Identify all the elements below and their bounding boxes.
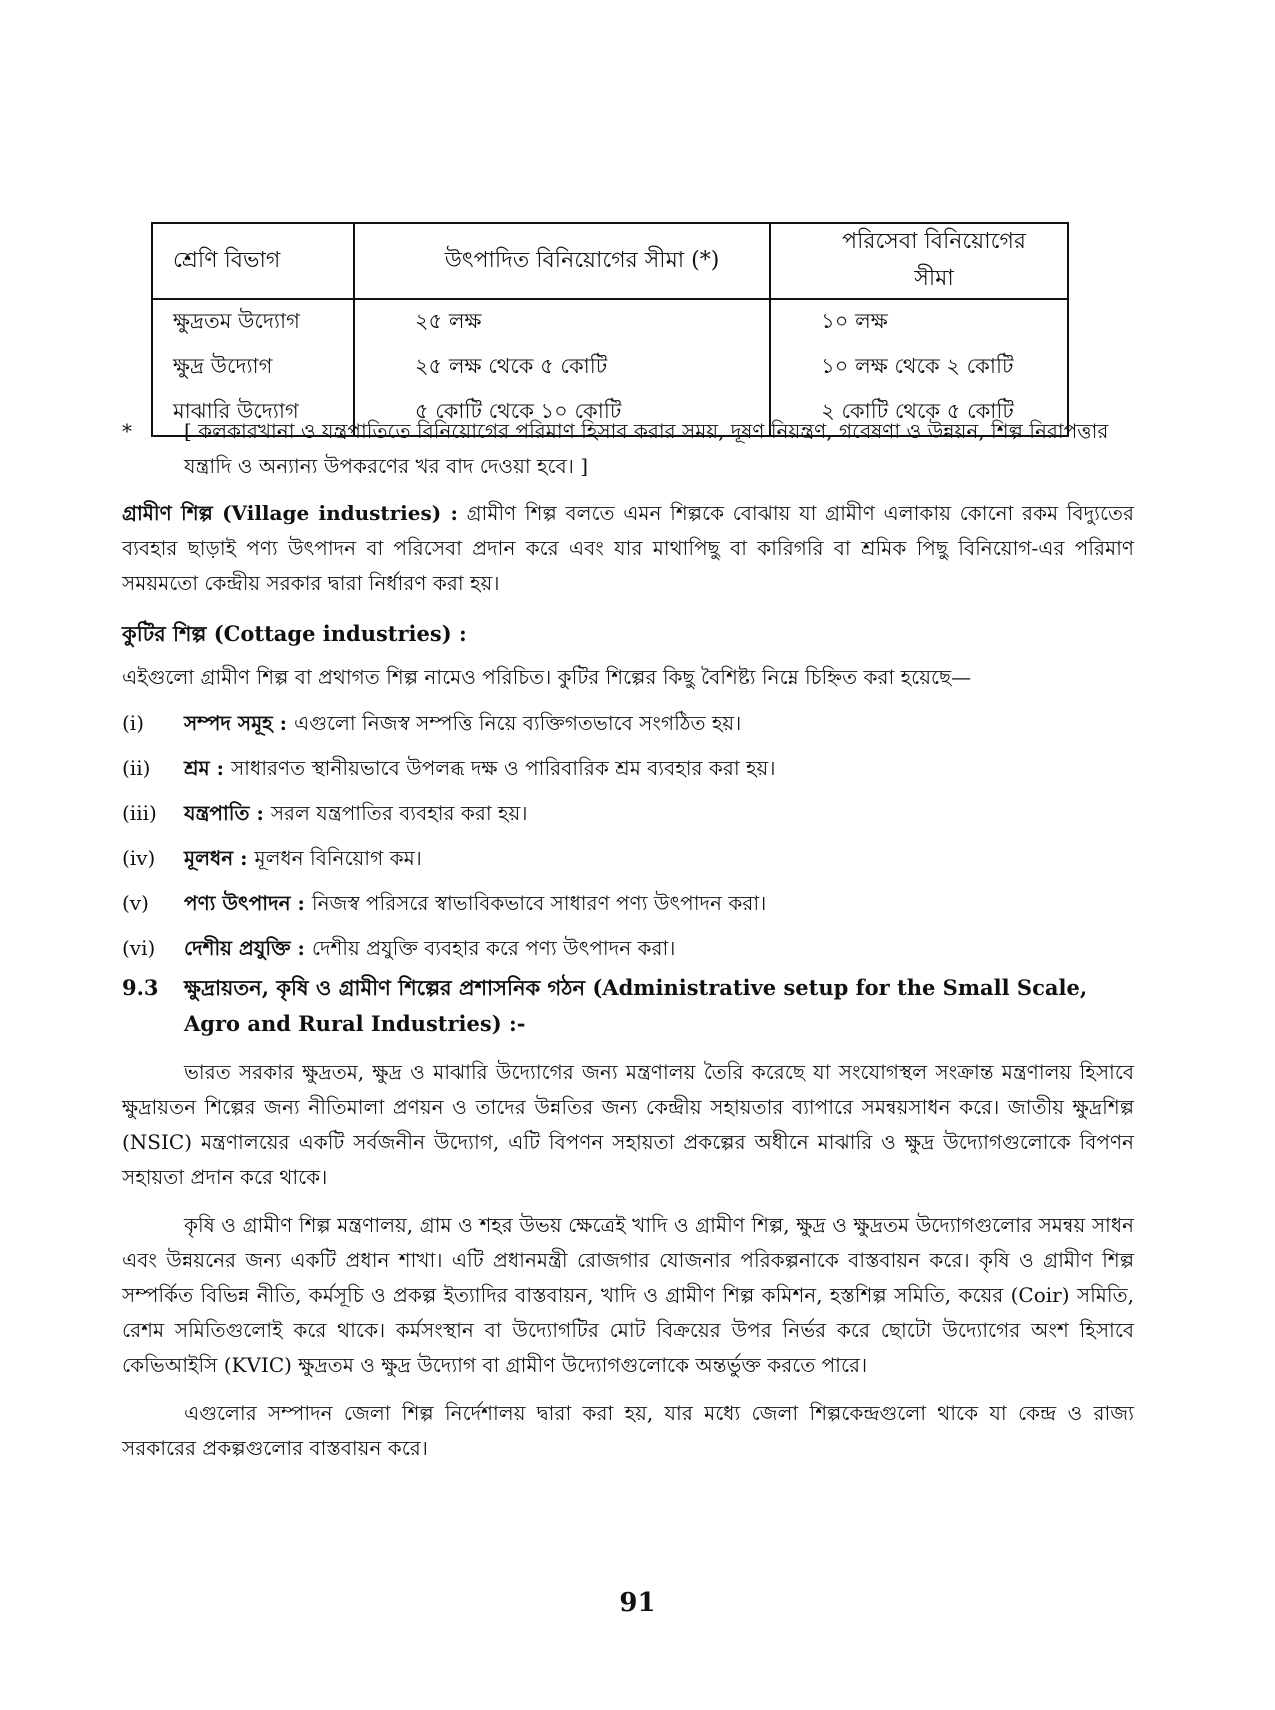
table-cell: ১০ লক্ষ থেকে ২ কোটি (770, 345, 1068, 390)
table-cell: ২ কোটি থেকে ৫ কোটি (770, 390, 1068, 436)
list-item-term: মূলধন (184, 846, 234, 870)
village-industries-paragraph (122, 496, 1134, 601)
list-item-number: (ii) (122, 756, 151, 780)
table-cell: ১০ লক্ষ (770, 299, 1068, 345)
table-row (152, 299, 1068, 345)
list-item-number: (iii) (122, 801, 157, 825)
table-cell: মাঝারি উদ্যোগ (152, 390, 354, 436)
table-header-manufacturing: উৎপাদিত বিনিয়োগের সীমা (*) (354, 223, 770, 299)
table-cell: ২৫ লক্ষ থেকে ৫ কোটি (354, 345, 770, 390)
paragraph-district-industries: এগুলোর সম্পাদন জেলা শিল্প নির্দেশালয় দ্বারা করা হয়, যার মধ্যে জেলা শিল্পকেন্দ্রগুলো থাকে যা কেন্দ্র ও রাজ্য সরকারের প্রকল্পগুলোর বাস্তবায়ন করে। (122, 1401, 1134, 1460)
paragraph-agro-rural-ministry: কৃষি ও গ্রামীণ শিল্প মন্ত্রণালয়, গ্রাম ও শহর উভয় ক্ষেত্রেই খাদি ও গ্রামীণ শিল্প, ক্ষুদ্র ও ক্ষুদ্রতম উদ্যোগগুলোর সমন্বয় সাধন এবং উন্নয়নের জন্য একটি প্রধান শাখা। এটি প্রধানমন্ত্রী রোজগার যোজনার পরিকল্পনাকে বাস্তবায়ন করে। কৃষি ও গ্রামীণ শিল্প সম্পর্কিত বিভিন্ন নীতি, কর্মসূচি ও প্রকল্প ইত্যাদির বাস্তবায়ন, খাদি ও গ্রামীণ শিল্প কমিশন, হস্তশিল্প সমিতি, কয়ের (Coir) সমিতি, রেশম সমিতিগুলোই করে থাকে। কর্মসংস্থান বা উদ্যোগটির মোট বিক্রয়ের উপর নির্ভর করে ছোটো উদ্যোগের অংশ হিসাবে কেভিআইসি (KVIC) ক্ষুদ্রতম ও ক্ষুদ্র উদ্যোগ বা গ্রামীণ উদ্যোগগুলোকে অন্তর্ভুক্ত করতে পারে। (122, 1213, 1134, 1377)
list-item-number: (iv) (122, 846, 156, 870)
list-item-number: (vi) (122, 936, 156, 960)
footnote-marker: * (122, 419, 132, 443)
list-item-term: সম্পদ সমূহ (184, 711, 273, 735)
list-item-term: শ্রম (184, 756, 210, 780)
cottage-industries-intro: এইগুলো গ্রামীণ শিল্প বা প্রথাগত শিল্প নামেও পরিচিত। কুটির শিল্পের কিছু বৈশিষ্ট্য নিম্নে চিহ্নিত করা হয়েছে— (122, 665, 972, 689)
list-item-separator: : (249, 801, 271, 825)
section-title: ক্ষুদ্রায়তন, কৃষি ও গ্রামীণ শিল্পের প্রশাসনিক গঠন (Administrative setup for the Small Scale, Agro and Rural Industries) :- (184, 975, 1088, 1036)
list-item-separator: : (272, 711, 294, 735)
footnote-text: [ কলকারখানা ও যন্ত্রপাতিতে বিনিয়োগের পরিমাণ হিসাব করার সময়, দূষণ নিয়ন্ত্রণ, গবেষণা ও উন্নয়ন, শিল্প নিরাপত্তার যন্ত্রাদি ও অন্যান্য উপকরণের খর বাদ দেওয়া হবে। ] (184, 419, 1109, 478)
list-item-text: সাধারণত স্থানীয়ভাবে উপলব্ধ দক্ষ ও পারিবারিক শ্রম ব্যবহার করা হয়। (230, 756, 776, 780)
list-item-separator: : (290, 936, 312, 960)
list-item-separator: : (233, 846, 255, 870)
table-cell: ক্ষুদ্র উদ্যোগ (152, 345, 354, 390)
table-header-row (152, 223, 1068, 299)
list-item-text: এগুলো নিজস্ব সম্পত্তি নিয়ে ব্যক্তিগতভাবে সংগঠিত হয়। (294, 711, 742, 735)
table-header-category: শ্রেণি বিভাগ (152, 223, 354, 299)
table-cell: ৫ কোটি থেকে ১০ কোটি (354, 390, 770, 436)
list-item-text: মূলধন বিনিয়োগ কম। (254, 846, 422, 870)
investment-limits-table (151, 222, 1069, 437)
cottage-industries-heading: কুটির শিল্প (Cottage industries) : (122, 621, 467, 646)
list-item-separator: : (290, 891, 312, 915)
table-header-service: পরিসেবা বিনিয়োগের সীমা (770, 223, 1068, 299)
list-item-text: নিজস্ব পরিসরে স্বাভাবিকভাবে সাধারণ পণ্য উৎপাদন করা। (311, 891, 767, 915)
list-item-number: (i) (122, 711, 145, 735)
village-industries-term: গ্রামীণ শিল্প (Village industries) : (122, 501, 458, 525)
list-item-term: পণ্য উৎপাদন (184, 891, 291, 915)
paragraph-ministry-msme: ভারত সরকার ক্ষুদ্রতম, ক্ষুদ্র ও মাঝারি উদ্যোগের জন্য মন্ত্রণালয় তৈরি করেছে যা সংযোগস্থল সংক্রান্ত মন্ত্রণালয় হিসাবে ক্ষুদ্রায়তন শিল্পের জন্য নীতিমালা প্রণয়ন ও তাদের উন্নতির জন্য কেন্দ্রীয় সহায়তার ব্যাপারে সমন্বয়সাধন করে। জাতীয় ক্ষুদ্রশিল্প (NSIC) মন্ত্রণালয়ের একটি সর্বজনীন উদ্যোগ, এটি বিপণন সহায়তা প্রকল্পের অধীনে মাঝারি ও ক্ষুদ্র উদ্যোগগুলোকে বিপণন সহায়তা প্রদান করে থাকে। (122, 1060, 1134, 1189)
table-cell: ২৫ লক্ষ (354, 299, 770, 345)
table-cell: ক্ষুদ্রতম উদ্যোগ (152, 299, 354, 345)
list-item-term: দেশীয় প্রযুক্তি (184, 936, 291, 960)
list-item-text: সরল যন্ত্রপাতির ব্যবহার করা হয়। (270, 801, 528, 825)
list-item-separator: : (209, 756, 231, 780)
page-number: 91 (619, 1588, 656, 1618)
list-item-number: (v) (122, 891, 149, 915)
village-industries-text: গ্রামীণ শিল্প বলতে এমন শিল্পকে বোঝায় যা গ্রামীণ এলাকায় কোনো রকম বিদ্যুতের ব্যবহার ছাড়াই পণ্য উৎপাদন বা পরিসেবা প্রদান করে এবং যার মাথাপিছু বা কারিগরি বা শ্রমিক পিছু বিনিয়োগ-এর পরিমাণ সময়মতো কেন্দ্রীয় সরকার দ্বারা নির্ধারণ করা হয়। (122, 501, 1135, 595)
section-number: 9.3 (122, 975, 159, 1000)
list-item-text: দেশীয় প্রযুক্তি ব্যবহার করে পণ্য উৎপাদন করা। (311, 936, 676, 960)
table-row (152, 345, 1068, 390)
list-item-term: যন্ত্রপাতি (184, 801, 250, 825)
